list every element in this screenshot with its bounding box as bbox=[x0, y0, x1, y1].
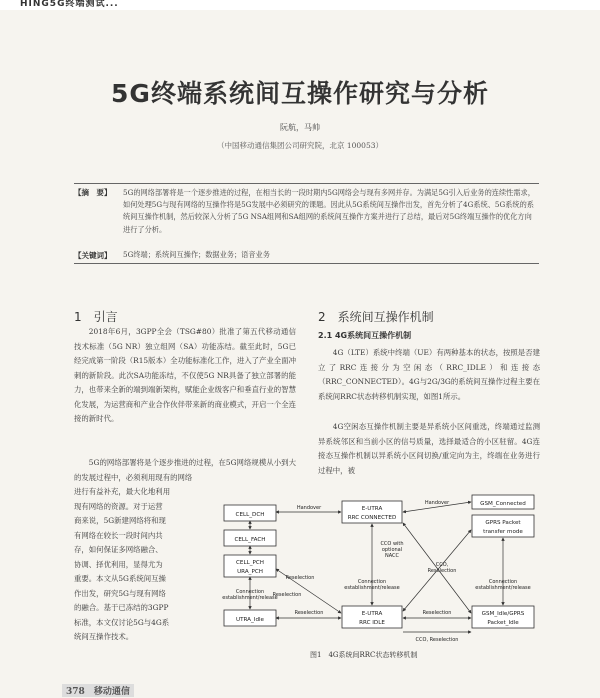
text-line: 作出发，研究5G与现有网络 bbox=[74, 588, 166, 598]
keywords-label: 【关键词】 bbox=[74, 251, 112, 260]
label-reselection-1: Reselection bbox=[285, 575, 315, 581]
label-cco-nacc-1: CCO with bbox=[380, 541, 404, 547]
section2-heading: 2 系统间互操作机制 bbox=[318, 310, 434, 324]
text-line: 统间互操作技术。 bbox=[74, 632, 134, 641]
text-line: 重要。本文从5G系统间互操 bbox=[74, 574, 166, 583]
text-line: 现有网络的资源。对于运营 bbox=[74, 501, 163, 511]
text-line: 存，如何保证多网络融合、 bbox=[74, 545, 163, 554]
section1-paragraph-1: 2018年6月，3GPP全会（TSG#80）批准了第五代移动通信技术标准（5G NR）独立组网（SA）功能冻结。截至此时，5G已经完成第一阶段（R15版本）全功能标准化工作，进入了产业全面冲刺的新阶段。此次SA功能冻结，不仅使5G NR具备了独立部署的能力，也带来全新的端到端新架构，赋能企业级客户和垂直行业的智慧化发展，为运营商和产业合作伙伴带来新的商业模式，开启一个全连接的新时代。 bbox=[74, 327, 296, 423]
node-eutra-connected-1: E-UTRA bbox=[361, 506, 383, 512]
header-fragment: HING5G终端测试... bbox=[20, 0, 119, 9]
label-reselection-3: Reselection bbox=[294, 610, 324, 616]
node-gprs-1: GPRS Packet bbox=[485, 520, 521, 526]
section2-paragraph-2: 4G空闲态互操作机制主要是异系统小区间重选，终端通过监测异系统邻区和当前小区的信号质量，选择最适合的小区驻留。4G连接态互操作机制以异系统小区间切换/重定向为主，终端在业务进行过程中，被 bbox=[318, 422, 540, 475]
node-ura-pch: URA_PCH bbox=[237, 569, 263, 575]
page-number: 378 bbox=[66, 687, 85, 697]
section1-heading: 1 引言 bbox=[74, 310, 118, 324]
label-cco-reselection-2: Reselection bbox=[427, 568, 457, 574]
label-conn-est-left-2: establishment/release bbox=[222, 595, 278, 601]
label-cco-bottom: CCO, Reselection bbox=[415, 637, 459, 643]
label-cco-nacc-2: optional bbox=[381, 547, 403, 553]
node-gsm-idle-2: Packet_Idle bbox=[487, 620, 519, 626]
text-line: 商来说，5G新建网络将和现 bbox=[74, 516, 166, 525]
abstract-label: 【摘 要】 bbox=[74, 188, 112, 197]
text-line: 标准，本文仅讨论5G与4G系 bbox=[74, 617, 170, 627]
label-cco-nacc-3: NACC bbox=[384, 553, 400, 559]
node-utra-idle: UTRA_Idle bbox=[236, 617, 264, 623]
node-gprs-2: transfer mode bbox=[483, 529, 523, 535]
rrc-state-diagram bbox=[222, 475, 544, 645]
affiliation: （中国移动通信集团公司研究院，北京 100053） bbox=[216, 141, 383, 150]
node-cell-dch: CELL_DCH bbox=[235, 512, 265, 518]
node-eutra-connected-2: RRC CONNECTED bbox=[347, 515, 397, 521]
abstract-top-rule bbox=[74, 183, 539, 184]
label-conn-est-right-2: establishment/release bbox=[475, 585, 531, 591]
paper-title: 5G终端系统间互操作研究与分析 bbox=[111, 79, 489, 108]
label-reselection-2: Reselection bbox=[272, 592, 302, 598]
label-conn-est-right-1: Connection bbox=[488, 579, 518, 585]
keywords-text: 5G终端；系统间互操作；数据业务；语音业务 bbox=[123, 250, 270, 259]
label-cco-reselection-1: CCO, bbox=[435, 562, 449, 568]
journal-name: 移动通信 bbox=[93, 687, 130, 697]
node-eutra-idle-1: E-UTRA bbox=[361, 611, 383, 617]
label-handover-left: Handover bbox=[296, 505, 322, 511]
figure-caption: 图1 4G系统间RRC状态转移机制 bbox=[310, 651, 418, 659]
text-line: 进行有益补充，最大化地利用 bbox=[74, 487, 171, 496]
label-conn-est-left-1: Connection bbox=[235, 589, 265, 595]
section1-paragraph-2: 5G的网络部署将是个逐步推进的过程，在5G网络规模从小到大的发展过程中，必须利用现有的网络 bbox=[74, 458, 296, 482]
abstract-bottom-rule bbox=[74, 263, 539, 264]
node-gsm-idle-1: GSM_Idle/GPRS bbox=[481, 611, 525, 617]
section2-1-heading: 2.1 4G系统间互操作机制 bbox=[318, 331, 412, 340]
section2-paragraph-1: 4G（LTE）系统中终端（UE）有两种基本的状态，按照是否建立了RRC连接分为空闲态（RRC_IDLE）和连接态（RRC_CONNECTED）。4G与2G/3G的系统间互操作过程主要在系统间RRC状态转移机制实现，如图1所示。 bbox=[318, 348, 540, 401]
text-line: 有网络在较长一段时间内共 bbox=[74, 530, 163, 540]
authors: 阮航，马帅 bbox=[280, 123, 320, 132]
label-handover-right: Handover bbox=[424, 500, 450, 506]
top-header-strip bbox=[0, 0, 600, 10]
node-eutra-idle-2: RRC IDLE bbox=[359, 620, 385, 626]
section1-paragraph-2-narrow bbox=[74, 485, 224, 645]
label-reselection-4: Reselection bbox=[422, 610, 452, 616]
node-gsm-connected: GSM_Connected bbox=[480, 501, 526, 507]
text-line: 协调、择优利用，显得尤为 bbox=[74, 559, 163, 569]
label-conn-est-center-1: Connection bbox=[357, 579, 387, 585]
node-cell-pch: CELL_PCH bbox=[236, 560, 264, 566]
abstract-text: 5G的网络部署将是一个逐步推进的过程，在相当长的一段时期内5G网络会与现有多网并存。为满足5G引入后业务的连续性需求，如何处理5G与现有网络的互操作将是5G发展中必须研究的课题。因此从5G系统间互操作出发，首先分析了4G系统、5G系统的系统间互操作机制，然后较深入分析了5G NSA组网和SA组网的系统间互操作方案并进行了总结，最后对5G终端互操作的优化方向进行了分析。 bbox=[123, 188, 535, 234]
node-cell-fach: CELL_FACH bbox=[234, 537, 266, 543]
page-footer bbox=[62, 684, 134, 697]
text-line: 的融合。基于已冻结的3GPP bbox=[74, 603, 169, 612]
label-conn-est-center-2: establishment/release bbox=[344, 585, 400, 591]
